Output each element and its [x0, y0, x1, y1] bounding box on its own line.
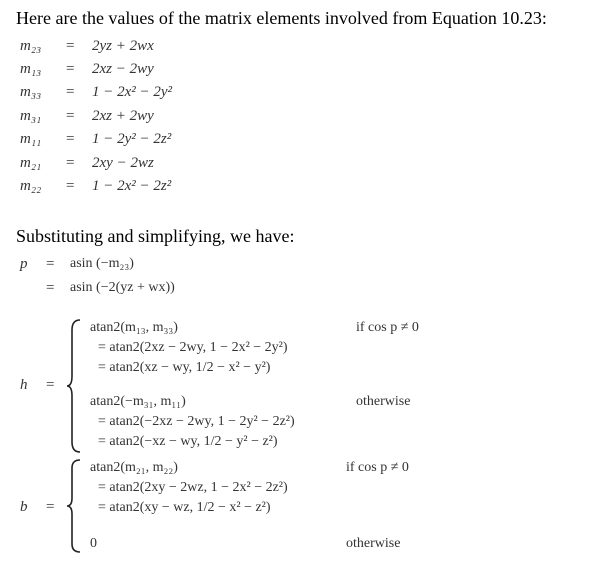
h-case1-line-1: atan2(m₁₃, m₃₃)	[90, 320, 178, 335]
equals-sign: =	[66, 108, 75, 124]
equation-rhs: 2xz + 2wy	[92, 108, 154, 124]
b-case2-line-1: 0	[90, 536, 97, 551]
h-case2-line-2: = atan2(−2xz − 2wy, 1 − 2y² − 2z²)	[98, 414, 295, 429]
equation-rhs: 1 − 2x² − 2z²	[92, 178, 172, 194]
equals-sign: =	[66, 38, 75, 54]
p-lhs: p	[20, 256, 28, 272]
h-case1-line-2: = atan2(2xz − 2wy, 1 − 2x² − 2y²)	[98, 340, 288, 355]
equation-rhs: 2xy − 2wz	[92, 155, 154, 171]
equals-sign: =	[66, 155, 75, 171]
equals-sign: =	[46, 280, 55, 296]
equals-sign: =	[66, 178, 75, 194]
intro-text: Here are the values of the matrix elements involved from Equation 10.23:	[16, 8, 547, 28]
b-case1-line-3: = atan2(xy − wz, 1/2 − x² − z²)	[98, 500, 271, 515]
p-line-2: asin (−2(yz + wx))	[70, 280, 175, 295]
h-left-brace	[66, 318, 82, 454]
h-lhs: h	[20, 377, 28, 393]
equals-sign: =	[66, 84, 75, 100]
h-condition-2: otherwise	[356, 394, 411, 409]
equation-rhs: 2yz + 2wx	[92, 38, 154, 54]
b-lhs: b	[20, 499, 28, 515]
equation-lhs: m₂₁	[20, 155, 42, 171]
b-case1-line-2: = atan2(2xy − 2wz, 1 − 2x² − 2z²)	[98, 480, 288, 495]
h-case2-line-1: atan2(−m₃₁, m₁₁)	[90, 394, 186, 409]
equation-lhs: m₂₃	[20, 38, 42, 54]
equation-lhs: m₂₂	[20, 178, 42, 194]
equation-lhs: m₃₃	[20, 84, 42, 100]
equals-sign: =	[46, 256, 55, 272]
h-condition-1: if cos p ≠ 0	[356, 320, 419, 335]
equals-sign: =	[46, 377, 55, 393]
equals-sign: =	[66, 131, 75, 147]
substitution-text: Substituting and simplifying, we have:	[16, 226, 295, 246]
b-condition-2: otherwise	[346, 536, 401, 551]
equals-sign: =	[46, 499, 55, 515]
equation-rhs: 2xz − 2wy	[92, 61, 154, 77]
b-case1-line-1: atan2(m₂₁, m₂₂)	[90, 460, 178, 475]
p-line-1: asin (−m₂₃)	[70, 256, 134, 271]
equation-rhs: 1 − 2y² − 2z²	[92, 131, 172, 147]
equals-sign: =	[66, 61, 75, 77]
equation-lhs: m₃₁	[20, 108, 42, 124]
b-condition-1: if cos p ≠ 0	[346, 460, 409, 475]
h-case1-line-3: = atan2(xz − wy, 1/2 − x² − y²)	[98, 360, 271, 375]
equation-lhs: m₁₃	[20, 61, 42, 77]
equation-rhs: 1 − 2x² − 2y²	[92, 84, 173, 100]
b-left-brace	[66, 458, 82, 554]
equation-lhs: m₁₁	[20, 131, 42, 147]
h-case2-line-3: = atan2(−xz − wy, 1/2 − y² − z²)	[98, 434, 278, 449]
